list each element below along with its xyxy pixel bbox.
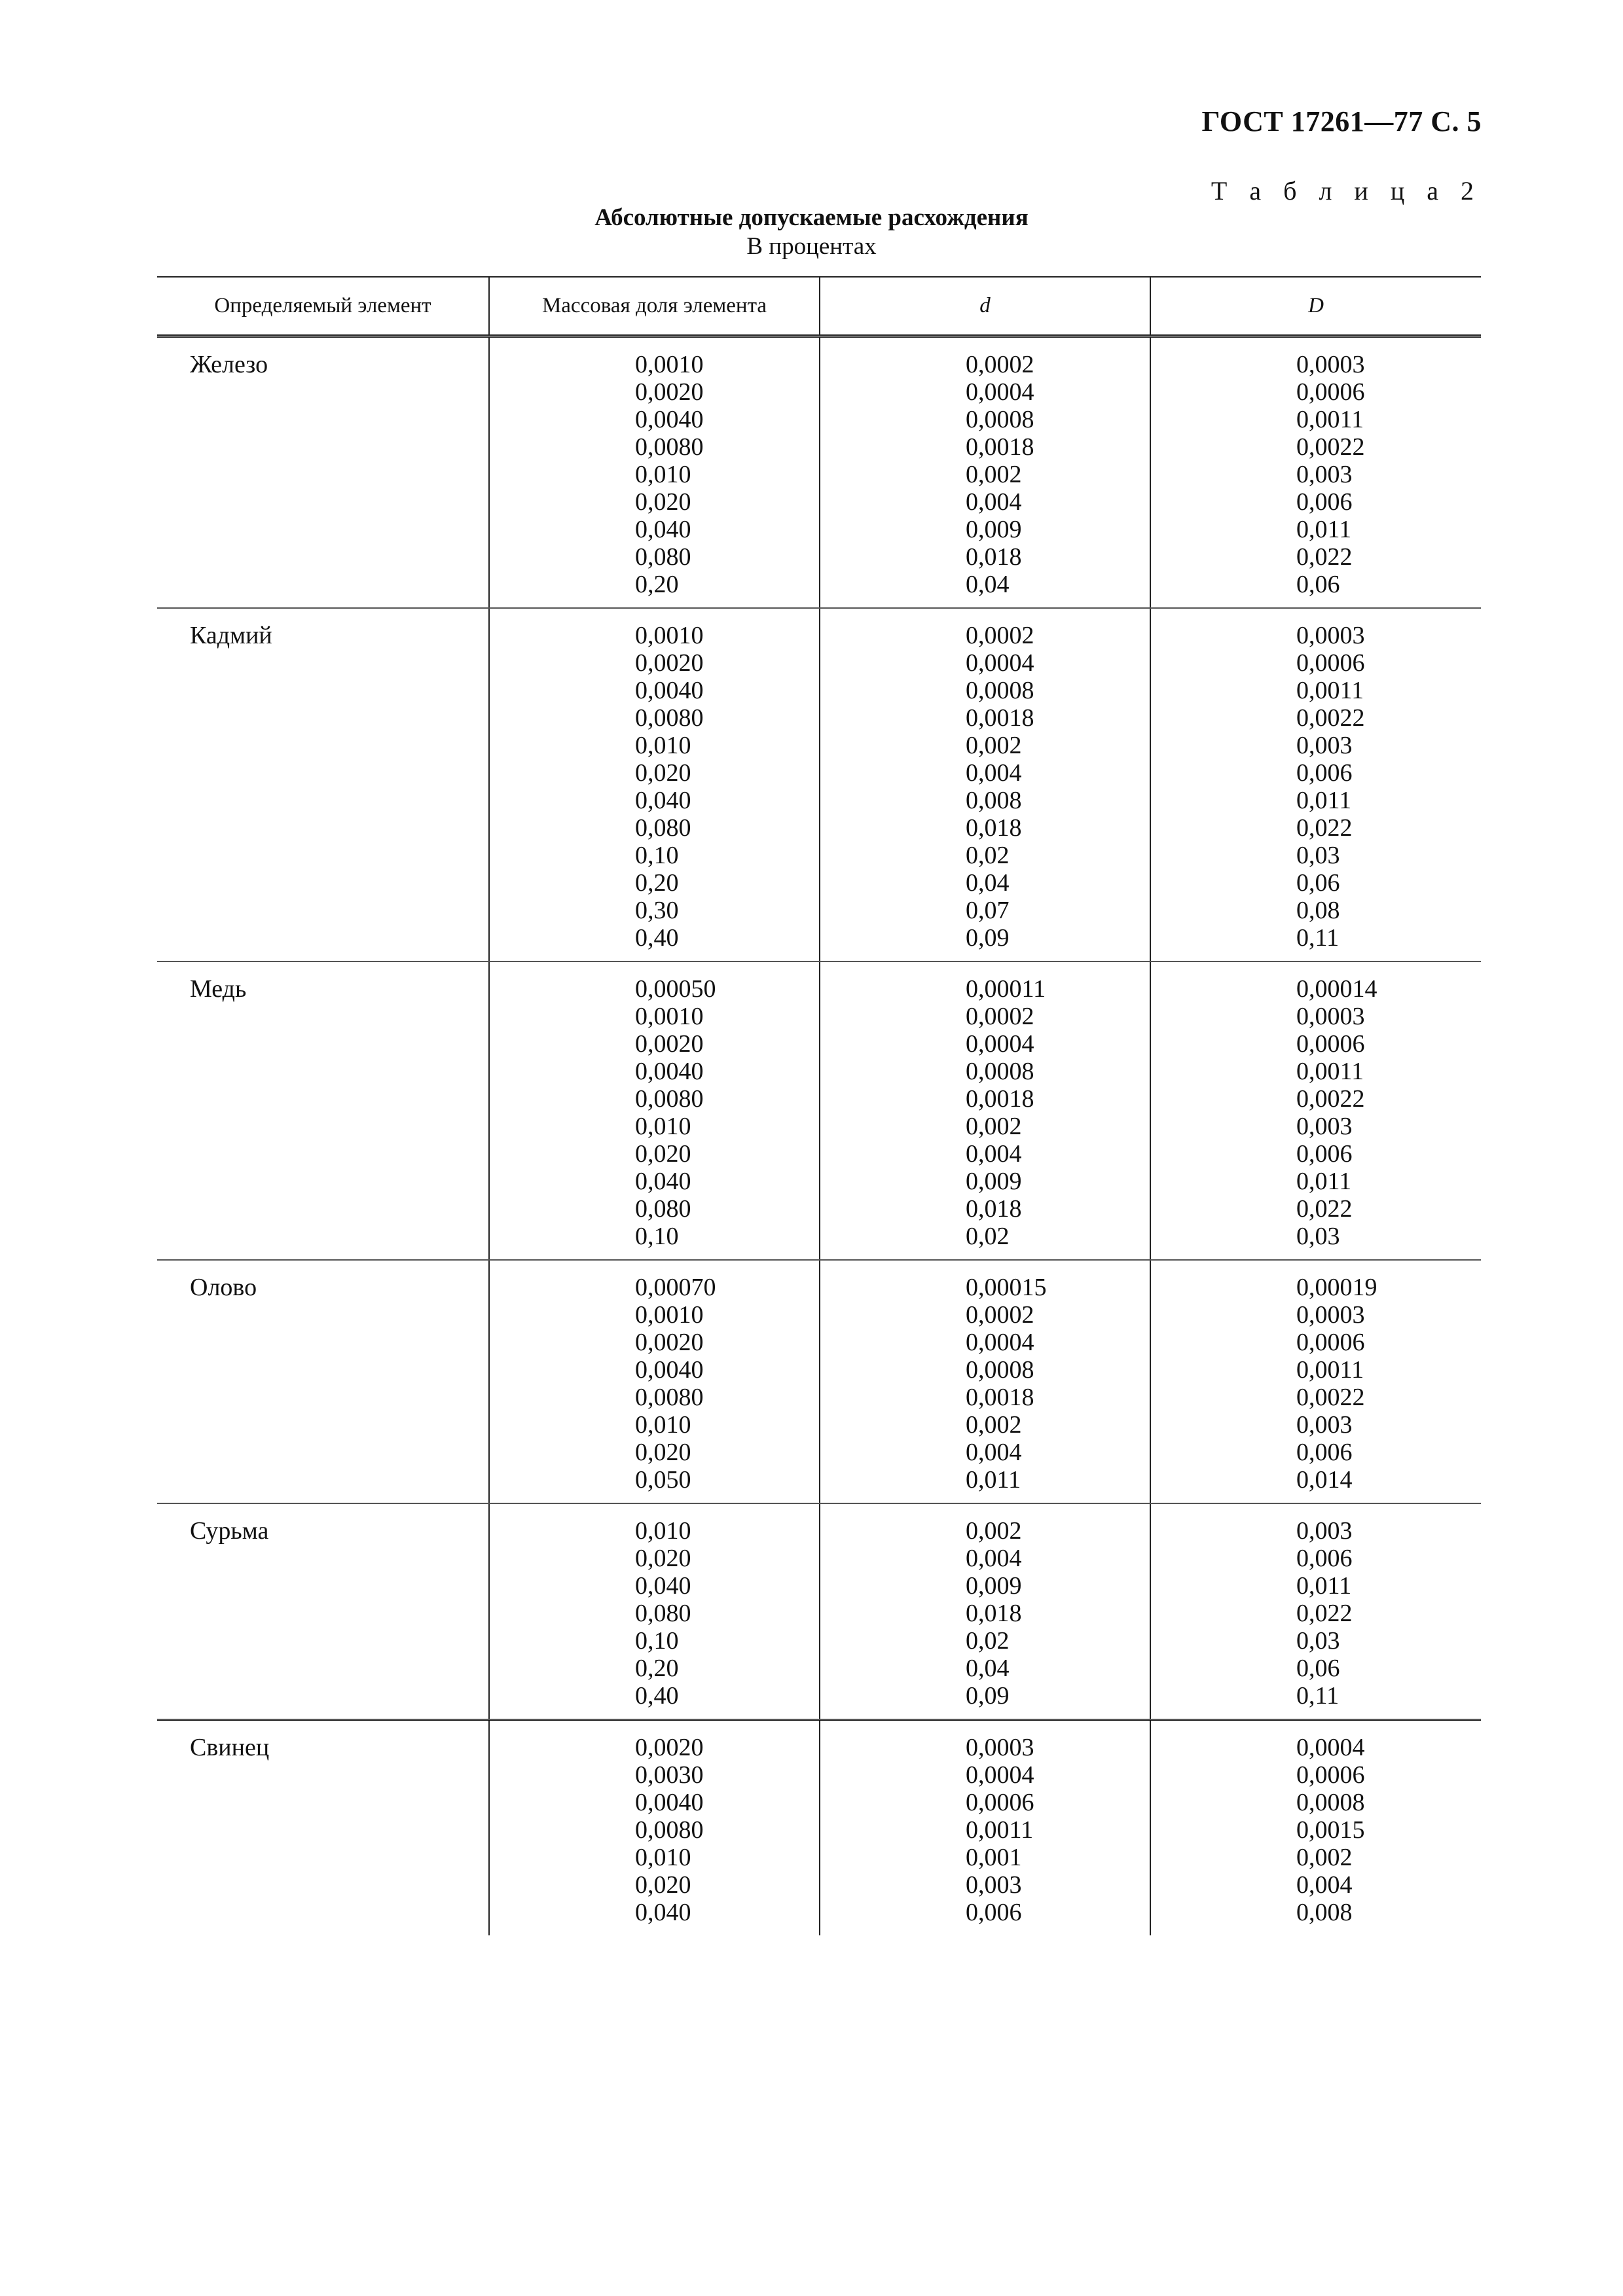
mass-fraction: 0,0020	[635, 1329, 704, 1356]
D-value: 0,0003	[1296, 622, 1365, 649]
mass-fraction: 0,010	[635, 461, 691, 488]
d-value: 0,004	[966, 759, 1022, 787]
d-value: 0,07	[966, 897, 1010, 924]
d-value: 0,0002	[966, 1003, 1034, 1030]
mass-fraction: 0,020	[635, 1439, 691, 1466]
mass-fraction: 0,0010	[635, 1301, 704, 1329]
D-value: 0,0008	[1296, 1789, 1365, 1816]
mass-fraction: 0,040	[635, 787, 691, 814]
element-name: Свинец	[190, 1734, 270, 1761]
d-value: 0,018	[966, 1600, 1022, 1627]
mass-fraction: 0,040	[635, 516, 691, 543]
D-value: 0,0003	[1296, 1003, 1365, 1030]
d-value: 0,0018	[966, 704, 1034, 732]
D-value: 0,003	[1296, 1517, 1353, 1545]
D-value: 0,008	[1296, 1899, 1353, 1926]
d-value: 0,0004	[966, 1030, 1034, 1058]
D-value: 0,0011	[1296, 1058, 1364, 1085]
mass-fraction: 0,0020	[635, 378, 704, 406]
mass-fraction: 0,010	[635, 1844, 691, 1871]
mass-fraction: 0,020	[635, 1140, 691, 1168]
D-value: 0,022	[1296, 1195, 1353, 1223]
D-value: 0,014	[1296, 1466, 1353, 1494]
table-row-group	[157, 1720, 1481, 1935]
D-value-cell	[1150, 338, 1481, 607]
d-value: 0,002	[966, 1411, 1022, 1439]
d-value: 0,09	[966, 1682, 1010, 1710]
d-value-cell	[819, 1261, 1150, 1503]
D-value: 0,0015	[1296, 1816, 1365, 1844]
d-value: 0,011	[966, 1466, 1021, 1494]
element-name: Олово	[190, 1274, 257, 1301]
d-value: 0,0004	[966, 1761, 1034, 1789]
d-value: 0,02	[966, 1627, 1010, 1655]
mass-fraction: 0,0020	[635, 1030, 704, 1058]
D-value: 0,0022	[1296, 1085, 1365, 1113]
column-header-mass-fraction: Массовая доля элемента	[488, 278, 819, 334]
mass-fraction: 0,0040	[635, 677, 704, 704]
mass-fraction: 0,040	[635, 1899, 691, 1926]
D-value: 0,022	[1296, 1600, 1353, 1627]
column-header-d: d	[819, 278, 1150, 334]
D-value: 0,011	[1296, 1572, 1352, 1600]
d-value: 0,002	[966, 732, 1022, 759]
D-value: 0,011	[1296, 1168, 1352, 1195]
mass-fraction: 0,020	[635, 1871, 691, 1899]
D-value: 0,003	[1296, 732, 1353, 759]
D-value: 0,03	[1296, 842, 1340, 869]
mass-fraction: 0,080	[635, 1195, 691, 1223]
d-value: 0,0003	[966, 1734, 1034, 1761]
mass-fraction: 0,10	[635, 1223, 679, 1250]
D-value: 0,0011	[1296, 406, 1364, 433]
D-value: 0,0004	[1296, 1734, 1365, 1761]
d-value: 0,0008	[966, 406, 1034, 433]
mass-fraction: 0,020	[635, 1545, 691, 1572]
d-value: 0,0011	[966, 1816, 1034, 1844]
d-value: 0,0004	[966, 1329, 1034, 1356]
d-value: 0,004	[966, 1140, 1022, 1168]
mass-fraction: 0,10	[635, 1627, 679, 1655]
D-value: 0,06	[1296, 869, 1340, 897]
D-value: 0,006	[1296, 759, 1353, 787]
mass-fraction: 0,0040	[635, 1058, 704, 1085]
D-value: 0,0003	[1296, 1301, 1365, 1329]
D-value: 0,022	[1296, 543, 1353, 571]
mass-fraction: 0,040	[635, 1572, 691, 1600]
D-value: 0,0006	[1296, 1761, 1365, 1789]
d-value: 0,02	[966, 842, 1010, 869]
mass-fraction: 0,010	[635, 732, 691, 759]
mass-fraction: 0,0040	[635, 1789, 704, 1816]
D-value: 0,0011	[1296, 677, 1364, 704]
table-number: Т а б л и ц а 2	[1211, 176, 1482, 206]
d-value: 0,09	[966, 924, 1010, 952]
mass-fraction: 0,40	[635, 924, 679, 952]
mass-fraction: 0,020	[635, 488, 691, 516]
mass-fraction: 0,20	[635, 1655, 679, 1682]
d-value: 0,0002	[966, 351, 1034, 378]
D-value-cell	[1150, 1721, 1481, 1935]
table-row-group	[157, 609, 1481, 962]
D-value: 0,006	[1296, 488, 1353, 516]
mass-fraction: 0,0080	[635, 1085, 704, 1113]
mass-fraction: 0,10	[635, 842, 679, 869]
D-value: 0,03	[1296, 1223, 1340, 1250]
mass-fraction: 0,0080	[635, 1384, 704, 1411]
table-header	[157, 276, 1481, 338]
element-name: Медь	[190, 975, 247, 1003]
D-value-cell	[1150, 609, 1481, 961]
mass-fraction: 0,020	[635, 759, 691, 787]
mass-fraction: 0,0080	[635, 433, 704, 461]
D-value: 0,00014	[1296, 975, 1377, 1003]
d-value: 0,0002	[966, 1301, 1034, 1329]
mass-fraction: 0,0010	[635, 1003, 704, 1030]
D-value: 0,11	[1296, 924, 1340, 952]
D-value: 0,0022	[1296, 704, 1365, 732]
d-value-cell	[819, 338, 1150, 607]
table-row-group	[157, 1261, 1481, 1504]
mass-fraction: 0,0010	[635, 622, 704, 649]
element-name: Железо	[190, 351, 268, 378]
d-value: 0,00015	[966, 1274, 1047, 1301]
d-value: 0,004	[966, 488, 1022, 516]
mass-fraction-cell	[488, 338, 819, 607]
mass-fraction: 0,050	[635, 1466, 691, 1494]
table-unit: В процентах	[746, 233, 877, 260]
d-value: 0,009	[966, 516, 1022, 543]
element-name-cell	[157, 338, 488, 607]
element-name-cell	[157, 962, 488, 1259]
mass-fraction: 0,0080	[635, 1816, 704, 1844]
mass-fraction: 0,0040	[635, 1356, 704, 1384]
d-value-cell	[819, 1721, 1150, 1935]
column-header-D: D	[1150, 278, 1481, 334]
D-value-cell	[1150, 1261, 1481, 1503]
d-value: 0,006	[966, 1899, 1022, 1926]
d-value: 0,04	[966, 1655, 1010, 1682]
D-value: 0,06	[1296, 1655, 1340, 1682]
mass-fraction: 0,080	[635, 814, 691, 842]
d-value: 0,0008	[966, 1058, 1034, 1085]
table-body	[157, 338, 1481, 1935]
D-value: 0,0022	[1296, 433, 1365, 461]
table-row-group	[157, 962, 1481, 1261]
d-value: 0,0008	[966, 677, 1034, 704]
mass-fraction: 0,20	[635, 869, 679, 897]
mass-fraction-cell	[488, 962, 819, 1259]
D-value: 0,0006	[1296, 378, 1365, 406]
mass-fraction-cell	[488, 1721, 819, 1935]
mass-fraction: 0,0020	[635, 649, 704, 677]
mass-fraction: 0,00070	[635, 1274, 716, 1301]
d-value: 0,0002	[966, 622, 1034, 649]
D-value: 0,00019	[1296, 1274, 1377, 1301]
mass-fraction: 0,010	[635, 1517, 691, 1545]
element-name-cell	[157, 1504, 488, 1719]
D-value: 0,003	[1296, 1113, 1353, 1140]
D-value: 0,0006	[1296, 1030, 1365, 1058]
d-value: 0,018	[966, 814, 1022, 842]
mass-fraction: 0,00050	[635, 975, 716, 1003]
mass-fraction: 0,20	[635, 571, 679, 598]
d-value: 0,002	[966, 1517, 1022, 1545]
D-value: 0,002	[1296, 1844, 1353, 1871]
d-value: 0,008	[966, 787, 1022, 814]
D-value: 0,003	[1296, 461, 1353, 488]
D-value: 0,006	[1296, 1439, 1353, 1466]
d-value: 0,004	[966, 1545, 1022, 1572]
d-value: 0,0006	[966, 1789, 1034, 1816]
d-value: 0,02	[966, 1223, 1010, 1250]
d-value: 0,0018	[966, 433, 1034, 461]
D-value: 0,011	[1296, 516, 1352, 543]
D-value: 0,011	[1296, 787, 1352, 814]
mass-fraction: 0,40	[635, 1682, 679, 1710]
D-value: 0,004	[1296, 1871, 1353, 1899]
d-value: 0,00011	[966, 975, 1046, 1003]
mass-fraction: 0,010	[635, 1411, 691, 1439]
d-value: 0,002	[966, 1113, 1022, 1140]
d-value-cell	[819, 1504, 1150, 1719]
d-value: 0,04	[966, 571, 1010, 598]
d-value-cell	[819, 609, 1150, 961]
mass-fraction: 0,0030	[635, 1761, 704, 1789]
d-value: 0,009	[966, 1572, 1022, 1600]
element-name: Кадмий	[190, 622, 272, 649]
d-value: 0,0004	[966, 649, 1034, 677]
table-row-group	[157, 1504, 1481, 1720]
D-value: 0,0003	[1296, 351, 1365, 378]
mass-fraction: 0,0080	[635, 704, 704, 732]
tolerance-table	[157, 276, 1481, 1935]
D-value: 0,11	[1296, 1682, 1340, 1710]
d-value: 0,009	[966, 1168, 1022, 1195]
mass-fraction-cell	[488, 1504, 819, 1719]
table-title: Абсолютные допускаемые расхождения	[594, 204, 1029, 231]
mass-fraction-cell	[488, 609, 819, 961]
mass-fraction: 0,0020	[635, 1734, 704, 1761]
D-value: 0,0011	[1296, 1356, 1364, 1384]
D-value: 0,03	[1296, 1627, 1340, 1655]
d-value-cell	[819, 962, 1150, 1259]
D-value: 0,006	[1296, 1545, 1353, 1572]
d-value: 0,0004	[966, 378, 1034, 406]
mass-fraction: 0,0010	[635, 351, 704, 378]
D-value: 0,0022	[1296, 1384, 1365, 1411]
D-value: 0,006	[1296, 1140, 1353, 1168]
d-value: 0,0018	[966, 1384, 1034, 1411]
mass-fraction-cell	[488, 1261, 819, 1503]
column-header-element: Определяемый элемент	[214, 294, 431, 317]
mass-fraction: 0,0040	[635, 406, 704, 433]
table-row-group	[157, 338, 1481, 609]
d-value: 0,018	[966, 543, 1022, 571]
mass-fraction: 0,080	[635, 1600, 691, 1627]
d-value: 0,002	[966, 461, 1022, 488]
mass-fraction: 0,30	[635, 897, 679, 924]
D-value: 0,0006	[1296, 649, 1365, 677]
d-value: 0,0008	[966, 1356, 1034, 1384]
d-value: 0,0018	[966, 1085, 1034, 1113]
D-value: 0,0006	[1296, 1329, 1365, 1356]
d-value: 0,018	[966, 1195, 1022, 1223]
element-name-cell	[157, 609, 488, 961]
mass-fraction: 0,010	[635, 1113, 691, 1140]
d-value: 0,003	[966, 1871, 1022, 1899]
D-value: 0,06	[1296, 571, 1340, 598]
page-header: ГОСТ 17261—77 С. 5	[1201, 105, 1482, 137]
element-name-cell	[157, 1261, 488, 1503]
D-value-cell	[1150, 962, 1481, 1259]
mass-fraction: 0,040	[635, 1168, 691, 1195]
element-name: Сурьма	[190, 1517, 269, 1545]
D-value: 0,022	[1296, 814, 1353, 842]
D-value: 0,003	[1296, 1411, 1353, 1439]
d-value: 0,04	[966, 869, 1010, 897]
D-value-cell	[1150, 1504, 1481, 1719]
element-name-cell	[157, 1721, 488, 1935]
d-value: 0,001	[966, 1844, 1022, 1871]
mass-fraction: 0,080	[635, 543, 691, 571]
D-value: 0,08	[1296, 897, 1340, 924]
d-value: 0,004	[966, 1439, 1022, 1466]
